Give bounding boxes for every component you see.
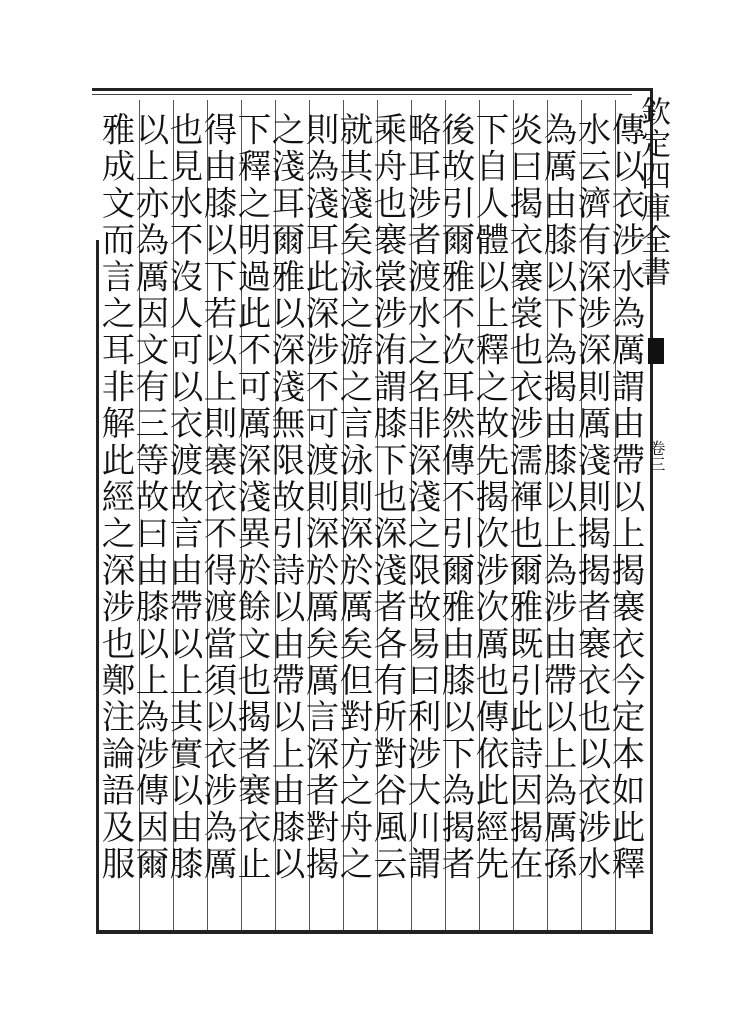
text-column-13: 得由膝以下若以上則褰衣不得渡當須以衣涉為厲 xyxy=(198,112,237,883)
text-column-2: 水云濟有深涉深則厲淺則揭揭者褰衣也以衣涉水 xyxy=(572,112,611,883)
margin-page-label: 卷三 xyxy=(647,440,666,472)
text-column-3: 為厲由膝以下為揭由膝以上為涉由帶以上為厲孫 xyxy=(538,112,577,883)
text-column-14: 也見水不沒人可以衣渡故言由帶以上其實以由膝 xyxy=(164,112,203,883)
text-column-15: 以上亦為厲因文有三等故曰由膝以上為涉傳因爾 xyxy=(130,112,169,883)
text-column-8: 乘舟也褰裳涉洧謂膝下也深淺者各有所對谷風云 xyxy=(368,112,407,883)
frame-top-border xyxy=(92,88,652,91)
text-column-7: 略耳涉者渡水之名非深淺之限故易曰利涉大川謂 xyxy=(402,112,441,883)
margin-book-title: 欽定四庫全書 xyxy=(635,96,670,288)
text-column-4: 炎曰揭衣褰裳也衣涉濡褌也爾雅既引此詩因揭在 xyxy=(504,112,543,883)
margin-fishtail-mark xyxy=(648,338,664,364)
text-column-12: 下釋之明過此不可厲深淺異於餘文也揭者褰衣止 xyxy=(232,112,271,883)
text-column-11: 之淺耳爾雅以深淺無限故引詩以由帶以上由膝以 xyxy=(266,112,305,883)
text-column-6: 後故引爾雅不次耳然傳不引爾雅由膝以下為揭者 xyxy=(436,112,475,883)
text-column-9: 就其淺矣泳之游之言泳則深於厲矣但對方之舟之 xyxy=(334,112,373,883)
text-column-1: 傳以衣涉水為厲謂由帶以上揭褰衣今定本如此釋 xyxy=(606,112,645,883)
frame-top-inner-border xyxy=(92,94,632,95)
text-column-5: 下自人體以上釋之故先揭次涉次厲也傳依此經先 xyxy=(470,112,509,883)
text-column-10: 則為淺耳此深涉不可渡則深於厲矣厲言深者對揭 xyxy=(300,112,339,883)
frame-bottom-border xyxy=(96,930,652,934)
text-column-16: 雅成文而言之耳非解此經之深涉也鄭注論語及服 xyxy=(96,112,135,883)
